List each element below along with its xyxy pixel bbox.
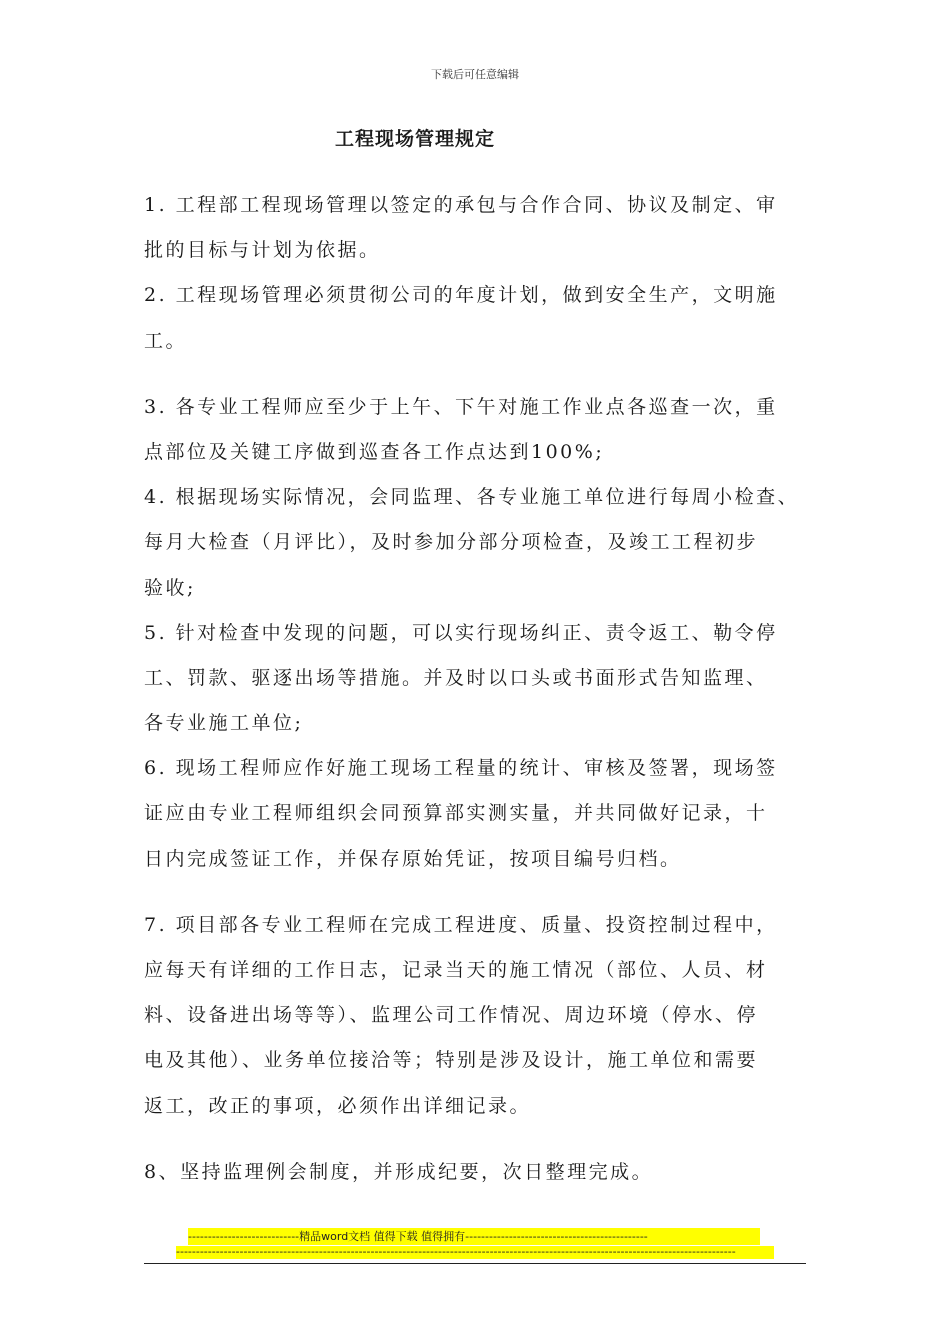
paragraph-line: 6. 现场工程师应作好施工现场工程量的统计、审核及签署，现场签: [144, 757, 778, 780]
paragraph-8: [144, 1150, 824, 1195]
paragraph-line: 工、罚款、驱逐出场等措施。并及时以口头或书面形式告知监理、: [144, 666, 768, 689]
paragraph-line: 4. 根据现场实际情况，会同监理、各专业施工单位进行每周小检查、: [144, 486, 800, 509]
paragraph-7: [144, 903, 824, 1129]
footer-banner: ----------------------------精品word文档 值得下载 值得拥有----------------------------------------------: [188, 1228, 760, 1245]
paragraph-line: 返工，改正的事项，必须作出详细记录。: [144, 1094, 532, 1117]
paragraph-2: [144, 273, 824, 363]
paragraph-4: [144, 475, 824, 611]
paragraph-line: 1. 工程部工程现场管理以签定的承包与合作合同、协议及制定、审: [144, 194, 778, 216]
paragraph-line: 应每天有详细的工作日志，记录当天的施工情况（部位、人员、材: [144, 959, 768, 981]
header-note: 下载后可任意编辑: [431, 68, 519, 81]
paragraph-line: 电及其他）、业务单位接洽等；特别是涉及设计，施工单位和需要: [144, 1049, 759, 1072]
footer-banner-dashes: ---------------------------------------------------------------------------------------------------------------------------------------------: [176, 1246, 774, 1259]
paragraph-line: 2. 工程现场管理必须贯彻公司的年度计划，做到安全生产，文明施: [144, 284, 778, 307]
paragraph-6: [144, 746, 824, 882]
paragraph-line: 5. 针对检查中发现的问题，可以实行现场纠正、责令返工、勒令停: [144, 621, 778, 644]
paragraph-gap: [144, 882, 824, 903]
paragraph-line: 日内完成签证工作，并保存原始凭证，按项目编号归档。: [144, 847, 682, 870]
paragraph-line: 验收;: [144, 576, 196, 599]
paragraph-1: [144, 183, 824, 273]
document-body: [144, 183, 824, 1195]
paragraph-line: 证应由专业工程师组织会同预算部实测实量，并共同做好记录，十: [144, 802, 768, 825]
paragraph-line: 点部位及关键工序做到巡查各工作点达到100%;: [144, 440, 605, 463]
footer-rule: [144, 1263, 806, 1264]
paragraph-line: 每月大检查（月评比），及时参加分部分项检查，及竣工工程初步: [144, 531, 759, 554]
paragraph-line: 各专业施工单位;: [144, 712, 304, 735]
paragraph-line: 3. 各专业工程师应至少于上午、下午对施工作业点各巡查一次，重: [144, 395, 778, 418]
paragraph-line: 7. 项目部各专业工程师在完成工程进度、质量、投资控制过程中，: [144, 913, 778, 936]
paragraph-line: 料、设备进出场等等）、监理公司工作情况、周边环境（停水、停: [144, 1004, 759, 1027]
paragraph-line: 工。: [144, 329, 188, 352]
paragraph-gap: [144, 364, 824, 385]
paragraph-5: [144, 611, 824, 747]
paragraph-gap: [144, 1129, 824, 1150]
paragraph-3: [144, 385, 824, 475]
paragraph-line: 批的目标与计划为依据。: [144, 239, 381, 262]
document-title: 工程现场管理规定: [334, 128, 495, 150]
paragraph-line: 8、坚持监理例会制度，并形成纪要，次日整理完成。: [144, 1160, 654, 1183]
